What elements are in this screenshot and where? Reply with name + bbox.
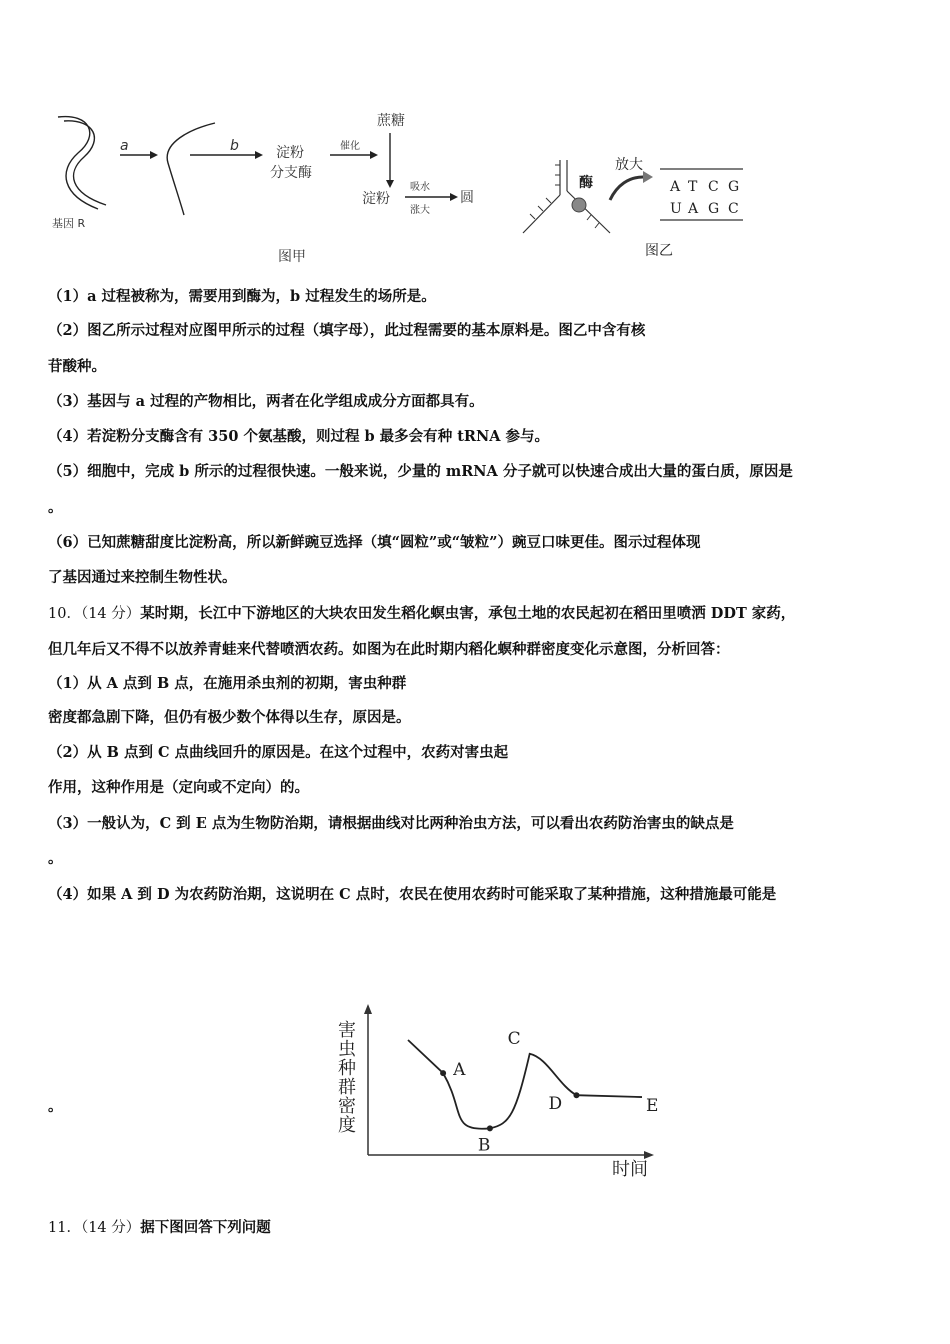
starch-label: 淀粉 xyxy=(362,191,390,207)
figure-jia-caption: 图甲 xyxy=(278,249,306,265)
point-b xyxy=(487,1125,493,1131)
q10-part4-line2: 。 xyxy=(48,1098,63,1115)
q9-part1: （1）a 过程被称为，需要用到酶为，b 过程发生的场所是。 xyxy=(48,288,436,305)
absorb-water-label: 吸水 xyxy=(410,182,430,193)
q10-part3-line1: （3）一般认为，C 到 E 点为生物防治期，请根据曲线对比两种治虫方法，可以看出农药防治害虫的缺点是 xyxy=(48,815,734,832)
base-r1-2: T xyxy=(688,179,698,195)
base-r2-2: A xyxy=(688,201,699,217)
q9-part2-line1: （2）图乙所示过程对应图甲所示的过程（填字母），此过程需要的基本原料是。图乙中含有核 xyxy=(48,322,646,339)
figure-yi-caption: 图乙 xyxy=(645,243,673,259)
point-label-b: B xyxy=(477,1135,491,1156)
point-label-a: A xyxy=(453,1060,466,1081)
label-a: a xyxy=(120,138,129,154)
point-label-e: E xyxy=(646,1096,659,1117)
q10-part1-line2: 密度都急剧下降，但仍有极少数个体得以生存，原因是。 xyxy=(48,709,411,726)
q10-part3-line2: 。 xyxy=(48,850,63,867)
figure-jia xyxy=(50,105,490,270)
swell-label: 涨大 xyxy=(410,205,430,216)
magnify-label: 放大 xyxy=(615,157,643,173)
q9-part5-line1: （5）细胞中，完成 b 所示的过程很快速。一般来说，少量的 mRNA 分子就可以快速合成出大量的蛋白质，原因是 xyxy=(48,463,793,480)
base-r2-1: U xyxy=(670,201,682,217)
magnify-arrow xyxy=(610,177,643,200)
enzyme-label-1: 淀粉 xyxy=(276,145,304,161)
mrna-strand xyxy=(167,123,215,215)
q11-title: 11．（14 分）据下图回答下列问题 xyxy=(48,1219,271,1236)
figure-yi xyxy=(515,155,755,265)
round-label: 圆 xyxy=(460,190,474,206)
q10-intro-line2: 但几年后又不得不以放养青蛙来代替喷洒农药。如图为在此时期内稻化螟种群密度变化示意图，分析回答： xyxy=(48,641,730,658)
catalyze-label: 催化 xyxy=(340,141,360,152)
point-label-c: C xyxy=(507,1028,521,1049)
point-a xyxy=(440,1070,446,1076)
base-r1-4: G xyxy=(728,179,740,195)
q10-part2-line2: 作用，这种作用是（定向或不定向）的。 xyxy=(48,779,309,796)
label-b: b xyxy=(230,138,239,154)
base-r2-4: C xyxy=(728,201,739,217)
q9-part4: （4）若淀粉分支酶含有 350 个氨基酸，则过程 b 最多会有种 tRNA 参与。 xyxy=(48,428,550,445)
enzyme-dot xyxy=(572,198,586,212)
sucrose-label: 蔗糖 xyxy=(377,113,405,129)
q10-part4-line1: （4）如果 A 到 D 为农药防治期，这说明在 C 点时，农民在使用农药时可能采取了某种措施，这种措施最可能是 xyxy=(48,886,777,903)
point-d xyxy=(573,1092,579,1098)
q9-part5-line2: 。 xyxy=(48,499,63,516)
x-axis-label: 时间 xyxy=(612,1159,648,1180)
y-axis-arrow xyxy=(364,1004,372,1014)
gene-r-label: 基因 R xyxy=(52,217,86,230)
base-r2-3: G xyxy=(708,201,720,217)
enzyme-label-2: 分支酶 xyxy=(270,165,312,181)
q10-intro-line1: 10．（14 分）某时期，长江中下游地区的大块农田发生稻化螟虫害，承包土地的农民起初在稻田里喷洒 DDT 家药， xyxy=(48,605,796,622)
q9-part6-line2: 了基因通过来控制生物性状。 xyxy=(48,569,237,586)
pest-density-chart xyxy=(330,1000,670,1180)
enzyme-label: 酶 xyxy=(579,175,593,191)
base-r1-3: C xyxy=(708,179,719,195)
y-axis-label: 害虫种群密度 xyxy=(338,1020,356,1136)
q10-part1-line1: （1）从 A 点到 B 点，在施用杀虫剂的初期，害虫种群 xyxy=(48,675,407,692)
base-r1-1: A xyxy=(670,179,681,195)
q10-part2-line1: （2）从 B 点到 C 点曲线回升的原因是。在这个过程中，农药对害虫起 xyxy=(48,744,509,761)
q9-part6-line1: （6）已知蔗糖甜度比淀粉高，所以新鲜豌豆选择（填“圆粒”或“皱粒”）豌豆口味更佳。图示过程体现 xyxy=(48,534,701,551)
q9-part2-line2: 苷酸种。 xyxy=(48,358,106,375)
density-curve xyxy=(408,1040,642,1129)
q9-part3: （3）基因与 a 过程的产物相比，两者在化学组成成分方面都具有。 xyxy=(48,393,484,410)
point-label-d: D xyxy=(548,1094,563,1115)
x-axis-arrow xyxy=(644,1151,654,1159)
